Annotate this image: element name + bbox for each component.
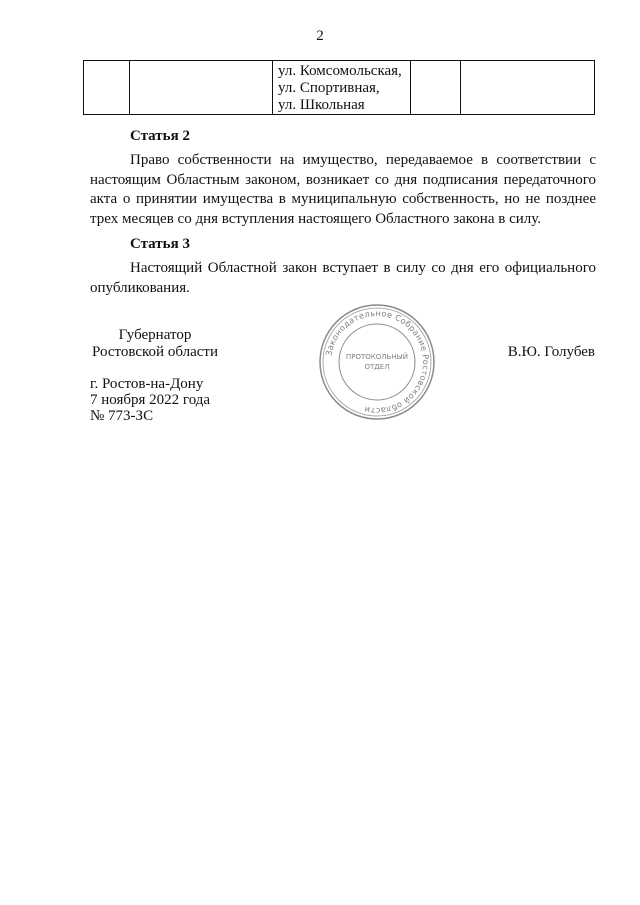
page-number: 2 bbox=[316, 28, 324, 44]
street-line: ул. Школьная bbox=[278, 97, 365, 113]
street-line: ул. Комсомольская, bbox=[278, 63, 402, 79]
table-cell-name bbox=[130, 61, 273, 114]
law-number: № 773-ЗС bbox=[90, 408, 154, 424]
article-2-heading: Статья 2 bbox=[130, 128, 190, 144]
signatory-title-line2: Ростовской области bbox=[92, 344, 218, 360]
table-cell-number bbox=[84, 61, 130, 114]
property-table-fragment bbox=[83, 60, 595, 115]
signatory-title-line1: Губернатор bbox=[118, 327, 192, 343]
place-date-number bbox=[90, 376, 210, 424]
official-seal-stamp bbox=[317, 302, 437, 422]
article-2-text: Право собственности на имущество, передаваемое в соответствии с настоящим Областным законом, возникает со дня подписания передаточного акта о принятии имущества в муниципальную собственность, но не позднее трех месяцев со дня вступления настоящего Областного закона в силу. bbox=[90, 152, 596, 227]
seal-inner-line1: ПРОТОКОЛЬНЫЙ bbox=[345, 353, 409, 361]
article-3-text: Настоящий Областной закон вступает в силу со дня его официального опубликования. bbox=[90, 260, 596, 296]
seal-outer-text: Законодательное Собрание Ростовской области bbox=[323, 307, 432, 417]
date: 7 ноября 2022 года bbox=[90, 392, 211, 408]
signatory-name: В.Ю. Голубев bbox=[507, 344, 595, 360]
city: г. Ростов-на-Дону bbox=[90, 376, 204, 392]
table-cell-address bbox=[273, 61, 411, 114]
table-cell-extra bbox=[461, 61, 595, 114]
seal-inner-line2: ОТДЕЛ bbox=[364, 363, 390, 371]
street-line: ул. Спортивная, bbox=[278, 80, 380, 96]
article-3-heading: Статья 3 bbox=[130, 236, 190, 252]
signatory-title bbox=[90, 327, 220, 361]
table-cell-quantity bbox=[411, 61, 461, 114]
